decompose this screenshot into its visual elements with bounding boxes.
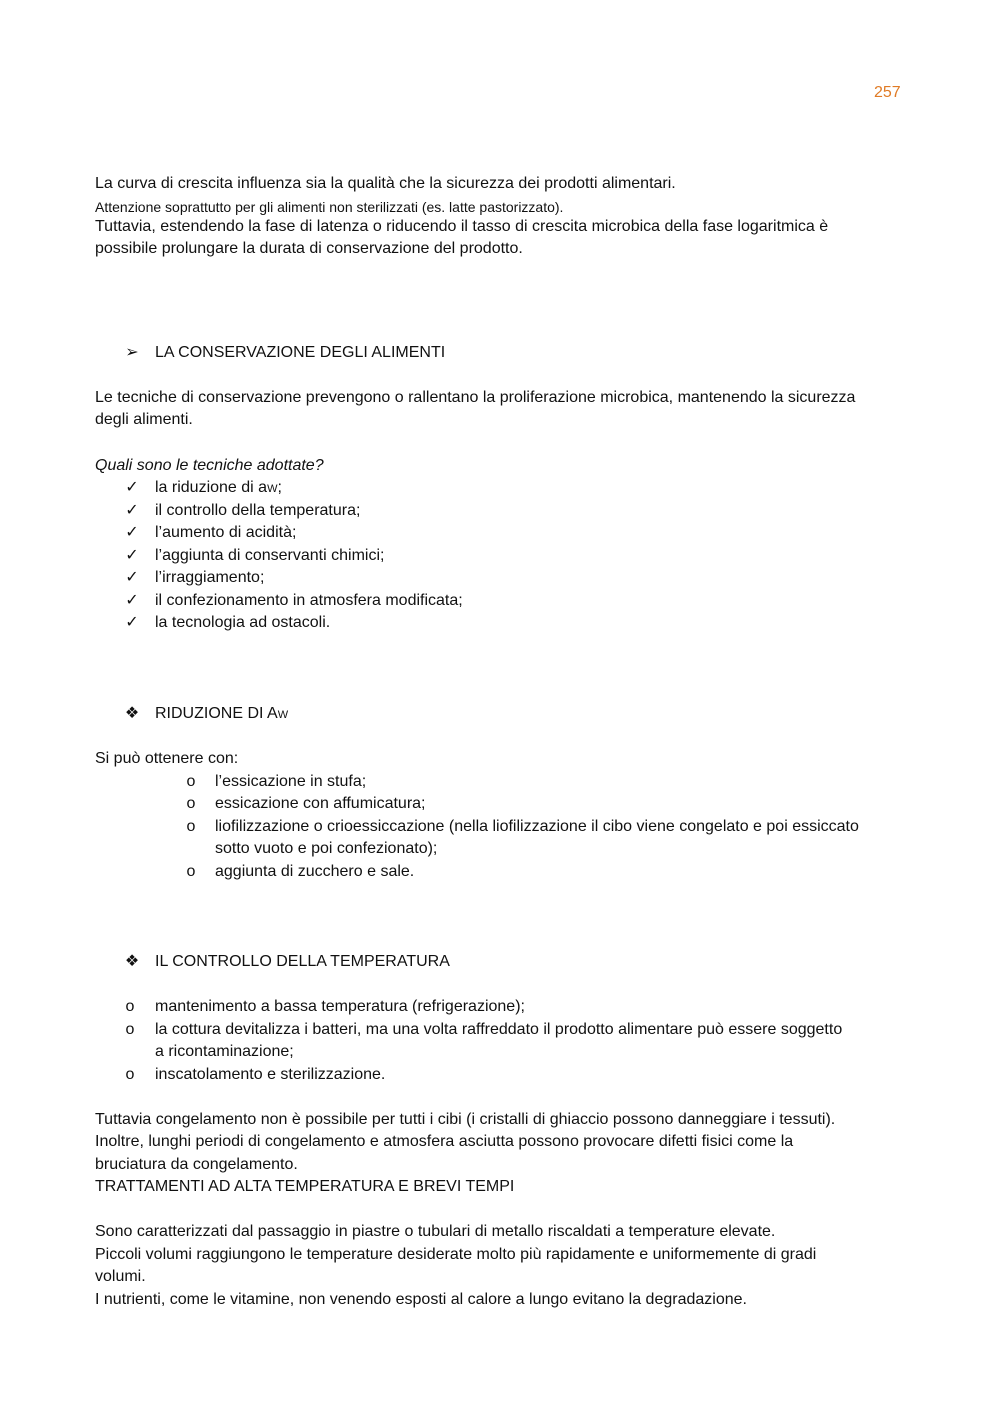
method-item: aggiunta di zucchero e sale. [215, 863, 415, 880]
section-heading-text: RIDUZIONE DI A [155, 705, 278, 722]
temperature-item: inscatolamento e sterilizzazione. [155, 1066, 386, 1083]
method-item: l’essicazione in stufa; [215, 773, 367, 790]
check-icon: ✓ [125, 502, 139, 519]
intro-line-2: Attenzione soprattutto per gli alimenti non sterilizzati (es. latte pastorizzato). [95, 199, 564, 215]
intro-line-1: La curva di crescita influenza sia la qualità che la sicurezza dei prodotti alimentari. [95, 175, 676, 192]
temperature-item: la cottura devitalizza i batteri, ma una volta raffreddato il prodotto alimentare può essere soggetto [155, 1021, 843, 1038]
diamond-bullet-icon: ❖ [124, 953, 140, 970]
section3-paragraph-line-1: Tuttavia congelamento non è possibile per tutti i cibi (i cristalli di ghiaccio possono danneggiare i tessuti). [95, 1111, 836, 1128]
technique-item: l’aggiunta di conservanti chimici; [155, 547, 385, 564]
section3-paragraph-line-3: bruciatura da congelamento. [95, 1156, 298, 1173]
circle-bullet-icon: o [186, 863, 196, 880]
check-icon: ✓ [125, 614, 139, 631]
section2-intro: Si può ottenere con: [95, 750, 239, 767]
method-item-continuation: sotto vuoto e poi confezionato); [215, 840, 438, 857]
section1-question: Quali sono le tecniche adottate? [95, 457, 324, 474]
circle-bullet-icon: o [186, 773, 196, 790]
circle-bullet-icon: o [186, 818, 196, 835]
check-icon: ✓ [125, 524, 139, 541]
technique-item: la tecnologia ad ostacoli. [155, 614, 331, 631]
technique-item: il confezionamento in atmosfera modificata; [155, 592, 463, 609]
section-heading-temperatura: IL CONTROLLO DELLA TEMPERATURA [155, 953, 450, 970]
technique-item: il controllo della temperatura; [155, 502, 361, 519]
temperature-item-continuation: a ricontaminazione; [155, 1043, 294, 1060]
technique-item [155, 477, 282, 500]
section3-paragraph2-line-1: Sono caratterizzati dal passaggio in piastre o tubulari di metallo riscaldati a temperature elevate. [95, 1223, 776, 1240]
check-icon: ✓ [125, 592, 139, 609]
method-item: liofilizzazione o crioessiccazione (nella liofilizzazione il cibo viene congelato e poi essiccato [215, 818, 859, 835]
section1-paragraph-line-1: Le tecniche di conservazione prevengono o rallentano la proliferazione microbica, mantenendo la sicurezza [95, 389, 856, 406]
section1-paragraph-line-2: degli alimenti. [95, 411, 193, 428]
circle-bullet-icon: o [125, 1066, 135, 1083]
temperature-item: mantenimento a bassa temperatura (refrigerazione); [155, 998, 525, 1015]
subheading-high-temperature: TRATTAMENTI AD ALTA TEMPERATURA E BREVI TEMPI [95, 1178, 515, 1195]
section3-paragraph2-line-4: I nutrienti, come le vitamine, non venendo esposti al calore a lungo evitano la degradazione. [95, 1291, 747, 1308]
water-activity-subscript: W [267, 483, 278, 495]
method-item: essicazione con affumicatura; [215, 795, 426, 812]
technique-item: l’aumento di acidità; [155, 524, 297, 541]
circle-bullet-icon: o [186, 795, 196, 812]
arrow-bullet-icon: ➢ [125, 344, 139, 361]
circle-bullet-icon: o [125, 1021, 135, 1038]
section-heading-conservazione: LA CONSERVAZIONE DEGLI ALIMENTI [155, 344, 446, 361]
technique-item-text: la riduzione di a [155, 479, 268, 496]
section3-paragraph2-line-3: volumi. [95, 1268, 146, 1285]
circle-bullet-icon: o [125, 998, 135, 1015]
technique-item: l’irraggiamento; [155, 569, 265, 586]
check-icon: ✓ [125, 479, 139, 496]
section3-paragraph-line-2: Inoltre, lunghi periodi di congelamento e atmosfera asciutta possono provocare difetti fisici come la [95, 1133, 794, 1150]
section-heading-riduzione [155, 703, 288, 726]
intro-line-3: Tuttavia, estendendo la fase di latenza o riducendo il tasso di crescita microbica della fase logaritmica è [95, 218, 829, 235]
water-activity-subscript: W [277, 709, 289, 721]
diamond-bullet-icon: ❖ [124, 705, 140, 722]
check-icon: ✓ [125, 569, 139, 586]
section3-paragraph2-line-2: Piccoli volumi raggiungono le temperature desiderate molto più rapidamente e uniformemente di gradi [95, 1246, 817, 1263]
page-number: 257 [874, 84, 901, 101]
technique-item-punctuation: ; [277, 479, 282, 496]
check-icon: ✓ [125, 547, 139, 564]
intro-line-4: possibile prolungare la durata di conservazione del prodotto. [95, 240, 523, 257]
